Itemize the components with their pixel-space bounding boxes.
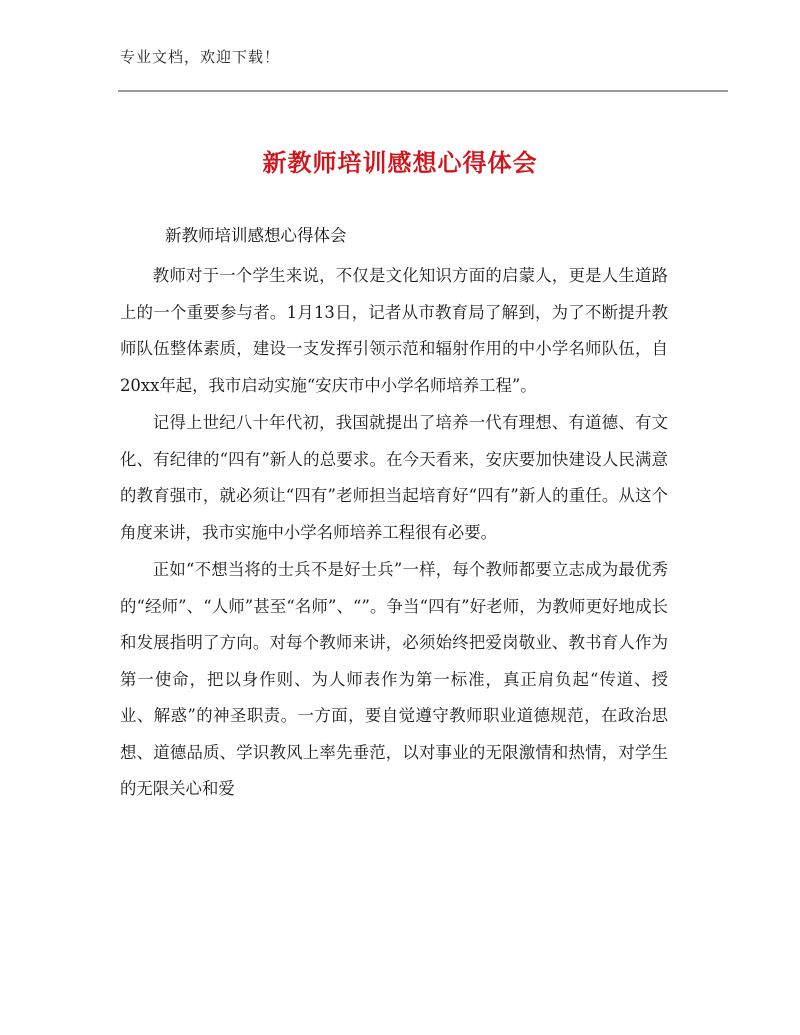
header-divider	[118, 90, 728, 92]
body-paragraph: 正如“不想当将的士兵不是好士兵”一样，每个教师都要立志成为最优秀的“经师”、“人师”甚至“名师”、“”。争当“四有”好老师，为教师更好地成长和发展指明了方向。对每个教师来讲，必须始终把爱岗敬业、教书育人作为第一使命，把以身作则、为人师表作为第一标准，真正肩负起“传道、授业、解惑”的神圣职责。一方面，要自觉遵守教师职业道德规范，在政治思想、道德品质、学识教风上率先垂范，以对事业的无限激情和热情，对学生的无限关心和爱	[120, 560, 668, 798]
document-subtitle: 新教师培训感想心得体会	[165, 226, 347, 245]
page-header: 专业文档，欢迎下载！	[120, 48, 281, 66]
document-title: 新教师培训感想心得体会	[262, 149, 538, 177]
body-paragraph: 教师对于一个学生来说，不仅是文化知识方面的启蒙人，更是人生道路上的一个重要参与者。1月13日，记者从市教育局了解到，为了不断提升教师队伍整体素质，建设一支发挥引领示范和辐射作用的中小学名师队伍，自20xx年起，我市启动实施“安庆市中小学名师培养工程”。	[120, 266, 668, 395]
body-paragraph: 记得上世纪八十年代初，我国就提出了培养一代有理想、有道德、有文化、有纪律的“四有”新人的总要求。在今天看来，安庆要加快建设人民满意的教育强市，就必须让“四有”老师担当起培育好“四有”新人的重任。从这个角度来讲，我市实施中小学名师培养工程很有必要。	[120, 413, 668, 542]
document-body	[120, 258, 668, 809]
